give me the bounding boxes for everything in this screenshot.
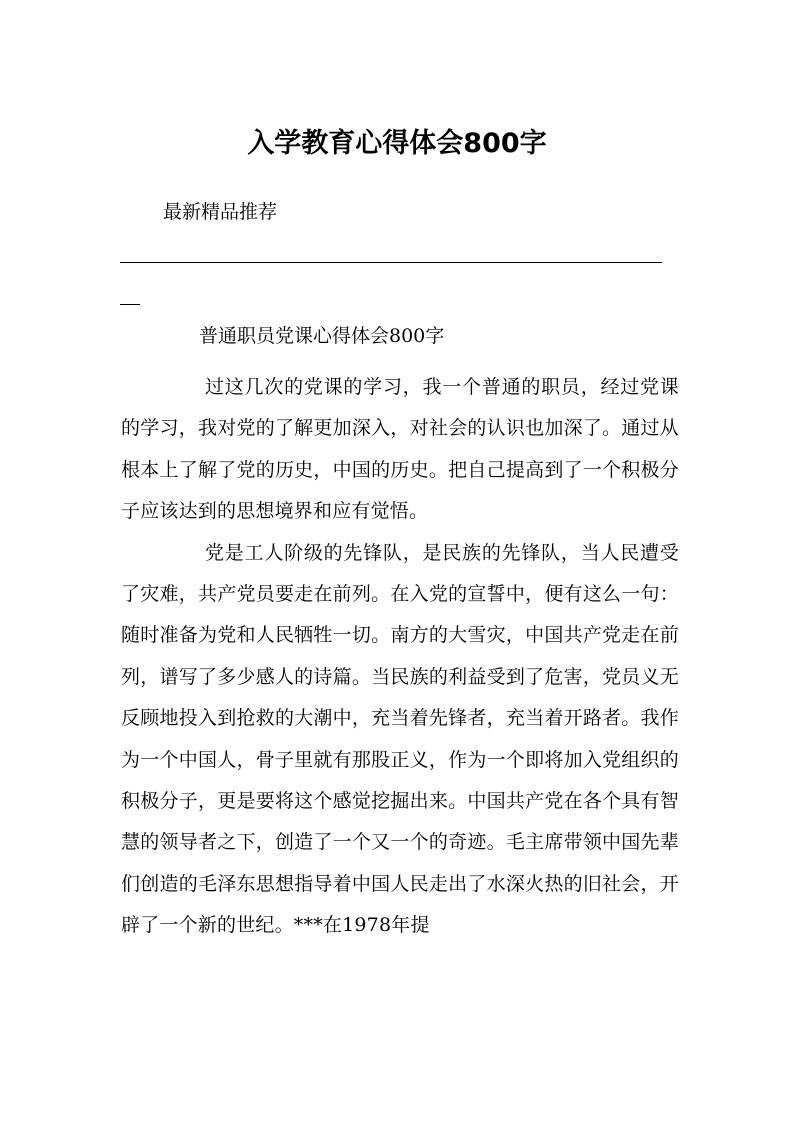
document-title: 入学教育心得体会800字 [247,128,547,159]
paragraph: 过这几次的党课的学习，我一个普通的职员，经过党课的学习，我对党的了解更加深入，对社会的认识也加深了。通过从根本上了解了党的历史，中国的历史。把自己提高到了一个积极分子应该达到的思想境界和应有觉悟。 [121,376,679,523]
paragraph: 党是工人阶级的先锋队，是民族的先锋队，当人民遭受了灾难，共产党员要走在前列。在入党的宣誓中，便有这么一句：随时准备为党和人民牺牲一切。南方的大雪灾，中国共产党走在前列，谱写了多少感人的诗篇。当民族的利益受到了危害，党员义无反顾地投入到抢救的大潮中，充当着先锋者，充当着开路者。我作为一个中国人，骨子里就有那股正义，作为一个即将加入党组织的积极分子，更是要将这个感觉挖掘出来。中国共产党在各个具有智慧的领导者之下，创造了一个又一个的奇迹。毛主席带领中国先辈们创造的毛泽东思想指导着中国人民走出了水深火热的旧社会，开辟了一个新的世纪。***在1978年提 [121,541,679,937]
essay-body [121,367,679,947]
separator-line [120,262,662,263]
subheading: 最新精品推荐 [163,201,278,223]
separator-line-tail [120,304,140,305]
essay-title: 普通职员党课心得体会800字 [199,325,445,347]
